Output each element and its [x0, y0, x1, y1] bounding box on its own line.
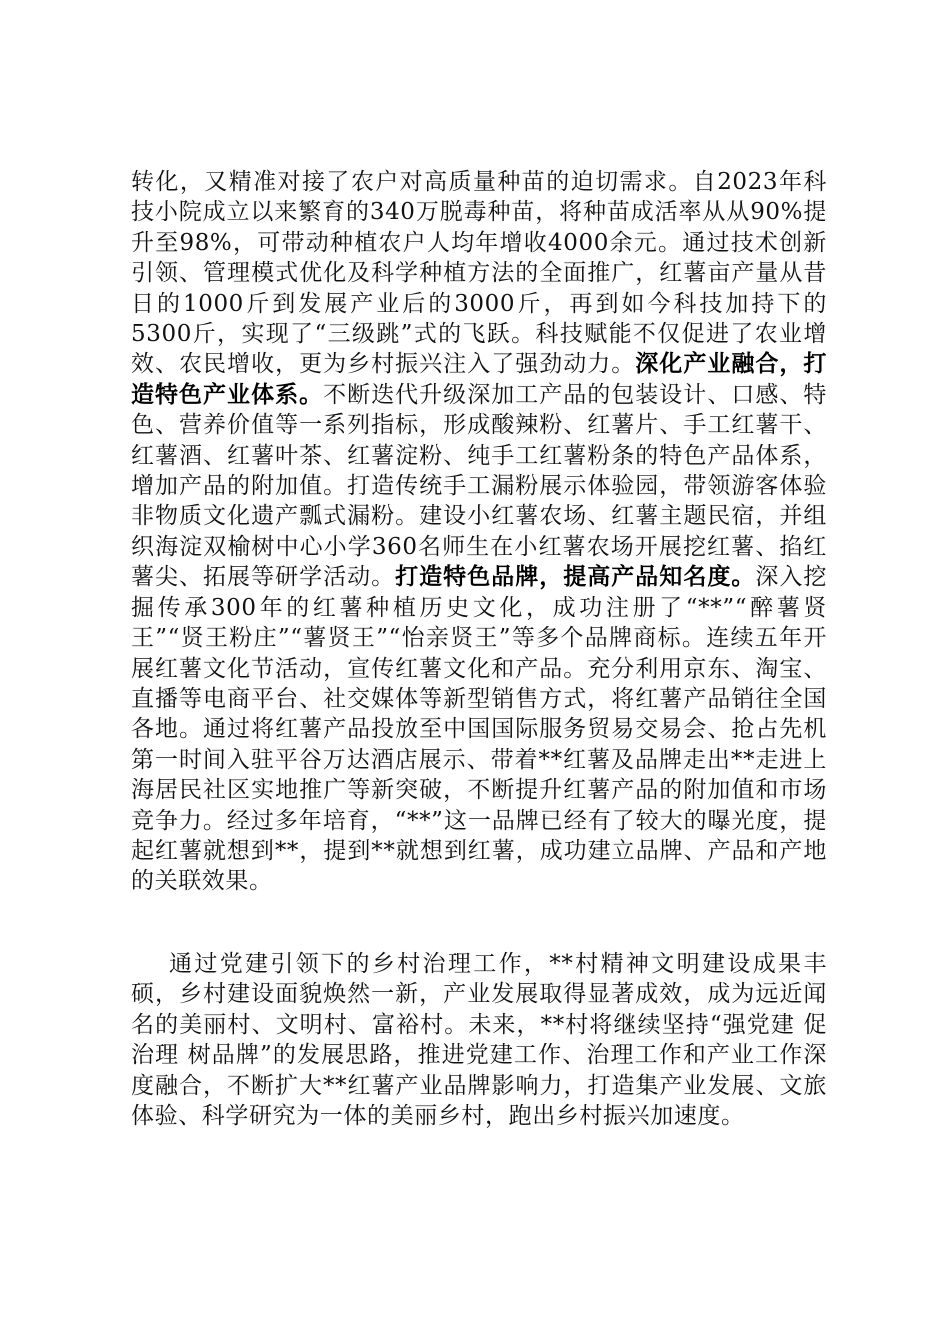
paragraph-2: 通过党建引领下的乡村治理工作，**村精神文明建设成果丰硕，乡村建设面貌焕然一新，产业发展取得显著成效，成为远近闻名的美丽村、文明村、富裕村。未来，**村将继续坚持“强党建 促治理 树品牌”的发展思路，推进党建工作、治理工作和产业工作深度融合，不断扩大**红薯产业品牌影响力，打造集产业发展、文旅体验、科学研究为一体的美丽乡村，跑出乡村振兴加速度。 [131, 951, 827, 1130]
paragraph-1-text-3: 深入挖掘传承300年的红薯种植历史文化，成功注册了“**”“醉薯贤王”“贤王粉庄”“薯贤王”“怡亲贤王”等多个品牌商标。连续五年开展红薯文化节活动，宣传红薯文化和产品。充分利用京东、淘宝、直播等电商平台、社交媒体等新型销售方式，将红薯产品销往全国各地。通过将红薯产品投放至中国国际服务贸易交易会、抢占先机第一时间入驻平谷万达酒店展示、带着**红薯及品牌走出**走进上海居民社区实地推广等新突破，不断提升红薯产品的附加值和市场竞争力。经过多年培育，“**”这一品牌已经有了较大的曝光度，提起红薯就想到**，提到**就想到红薯，成功建立品牌、产品和产地的关联效果。 [131, 564, 827, 895]
paragraph-1 [131, 167, 827, 897]
heading-deepen-industry-integration: 深化产业融合，打造特色产业体系。 [131, 350, 827, 408]
heading-build-brand: 打造特色品牌，提高产品知名度。 [395, 563, 756, 591]
paragraph-1-text-2: 不断迭代升级深加工产品的包装设计、口感、特色、营养价值等一系列指标，形成酸辣粉、红薯片、手工红薯干、红薯酒、红薯叶茶、红薯淀粉、纯手工红薯粉条的特色产品体系，增加产品的附加值。打造传统手工漏粉展示体验园，带领游客体验非物质文化遗产瓢式漏粉。建设小红薯农场、红薯主题民宿，并组织海淀双榆树中心小学360名师生在小红薯农场开展挖红薯、掐红薯尖、拓展等研学活动。 [131, 381, 827, 591]
paragraph-1-text-1: 转化，又精准对接了农户对高质量种苗的迫切需求。自2023年科技小院成立以来繁育的340万脱毒种苗，将种苗成活率从从90%提升至98%，可带动种植农户人均年增收4000余元。通过技术创新引领、管理模式优化及科学种植方法的全面推广，红薯亩产量从昔日的1000斤到发展产业后的3000斤，再到如今科技加持下的5300斤，实现了“三级跳”式的飞跃。科技赋能不仅促进了农业增效、农民增收，更为乡村振兴注入了强劲动力。 [131, 169, 827, 378]
